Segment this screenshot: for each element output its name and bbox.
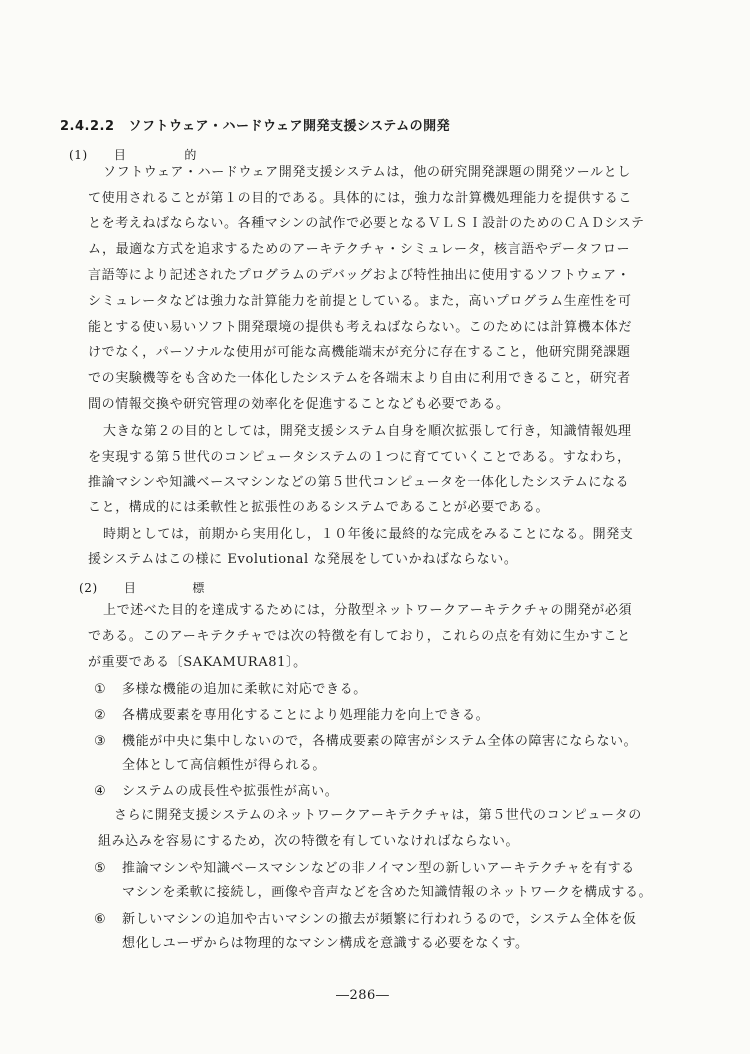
purpose-heading-a: 目 bbox=[113, 148, 127, 162]
paragraph-line: 時期としては，前期から実用化し，１０年後に最終的な完成をみることになる。開発支 bbox=[103, 527, 634, 542]
paragraph-line: 間の情報交換や研究管理の効率化を促進することなども必要である。 bbox=[88, 397, 510, 412]
section-title: ソフトウェア・ハードウェア開発支援システムの開発 bbox=[128, 119, 451, 134]
paragraph-line: さらに開発支援システムのネットワークアーキテクチャは，第５世代のコンピュータの bbox=[114, 808, 642, 823]
paragraph-line: シミュレータなどは強力な計算能力を前提としている。また，高いプログラム生産性を可 bbox=[88, 294, 632, 309]
item-continuation: 全体として高信頼性が得られる。 bbox=[122, 758, 327, 773]
item-text: 各構成要素を専用化することにより処理能力を向上できる。 bbox=[122, 708, 490, 723]
paragraph-line: 上で述べた目的を達成するためには，分散型ネットワークアーキテクチャの開発が必須 bbox=[103, 603, 633, 618]
paragraph-line: 援システムはこの様に Evolutional な発展をしていかねばならない。 bbox=[88, 552, 518, 567]
paragraph-line: ソフトウェア・ハードウェア開発支援システムは，他の研究開発課題の開発ツールとし bbox=[103, 165, 631, 180]
paragraph-line: て使用されることが第１の目的である。具体的には，強力な計算機処理能力を提供するこ bbox=[88, 191, 633, 206]
item-mark: ② bbox=[94, 708, 107, 723]
item-text: 新しいマシンの追加や古いマシンの撤去が頻繁に行われうるので，システム全体を仮 bbox=[122, 912, 637, 927]
goal-heading-b: 標 bbox=[192, 581, 206, 595]
purpose-marker: (1) bbox=[69, 148, 88, 162]
paragraph-line: での実験機等をも含めた一体化したシステムを各端末より自由に利用できること，研究者 bbox=[88, 371, 631, 386]
paragraph-line: とを考えねばならない。各種マシンの試作で必要となるＶＬＳＩ設計のためのＣＡＤシステ bbox=[88, 216, 645, 231]
goal-heading-a: 目 bbox=[123, 581, 137, 595]
item-mark: ⑥ bbox=[94, 912, 107, 927]
list-item bbox=[94, 682, 367, 698]
goal-marker: (2) bbox=[79, 581, 98, 595]
item-text: 機能が中央に集中しないので，各構成要素の障害がシステム全体の障害にならない。 bbox=[122, 734, 638, 749]
paragraph-line: 能とする使い易いソフト開発環境の提供も考えねばならない。このためには計算機本体だ bbox=[88, 320, 633, 335]
list-item bbox=[94, 708, 489, 724]
section-number: 2.4.2.2 bbox=[60, 119, 115, 134]
item-mark: ⑤ bbox=[94, 861, 107, 876]
paragraph-line: が重要である〔SAKAMURA81〕。 bbox=[88, 655, 307, 670]
paragraph-line: 言語等により記述されたプログラムのデバッグおよび特性抽出に使用するソフトウェア・ bbox=[88, 268, 631, 283]
list-item bbox=[94, 912, 637, 928]
item-continuation: マシンを柔軟に接続し，画像や音声などを含めた知識情報のネットワークを構成する。 bbox=[122, 885, 653, 900]
item-mark: ③ bbox=[94, 734, 107, 749]
list-item bbox=[94, 734, 637, 750]
page-number: ―286― bbox=[336, 988, 390, 1003]
paragraph-line: 推論マシンや知識ベースマシンなどの第５世代コンピュータを一体化したシステムになる bbox=[88, 475, 630, 490]
list-item bbox=[94, 784, 338, 800]
paragraph-line: こと，構成的には柔軟性と拡張性のあるシステムであることが必要である。 bbox=[88, 500, 550, 515]
paragraph-line: 組み込みを容易にするため，次の特徴を有していなければならない。 bbox=[98, 834, 520, 849]
item-text: 推論マシンや知識ベースマシンなどの非ノイマン型の新しいアーキテクチャを有する bbox=[122, 861, 635, 876]
item-continuation: 想化しユーザからは物理的なマシン構成を意識する必要をなくす。 bbox=[122, 936, 529, 951]
purpose-heading-b: 的 bbox=[184, 148, 198, 162]
paragraph-line: である。このアーキテクチャでは次の特徴を有しており，これらの点を有効に生かすこと bbox=[88, 629, 631, 644]
item-mark: ① bbox=[94, 682, 107, 697]
paragraph-line: を実現する第５世代のコンピュータシステムの１つに育てていくことである。すなわち， bbox=[88, 450, 631, 465]
item-mark: ④ bbox=[94, 784, 107, 799]
list-item bbox=[94, 861, 635, 877]
section-heading bbox=[60, 119, 450, 135]
paragraph-line: 大きな第２の目的としては，開発支援システム自身を順次拡張して行き，知識情報処理 bbox=[103, 424, 632, 439]
item-text: 多様な機能の追加に柔軟に対応できる。 bbox=[122, 682, 367, 697]
goal-heading bbox=[79, 580, 205, 596]
purpose-heading bbox=[69, 147, 197, 163]
paragraph-line: ム，最適な方式を追求するためのアーキテクチャ・シミュレータ，核言語やデータフロー bbox=[88, 242, 631, 257]
paragraph-line: けでなく，パーソナルな使用が可能な高機能端末が充分に存在すること，他研究開発課題 bbox=[88, 345, 631, 360]
item-text: システムの成長性や拡張性が高い。 bbox=[122, 784, 339, 799]
